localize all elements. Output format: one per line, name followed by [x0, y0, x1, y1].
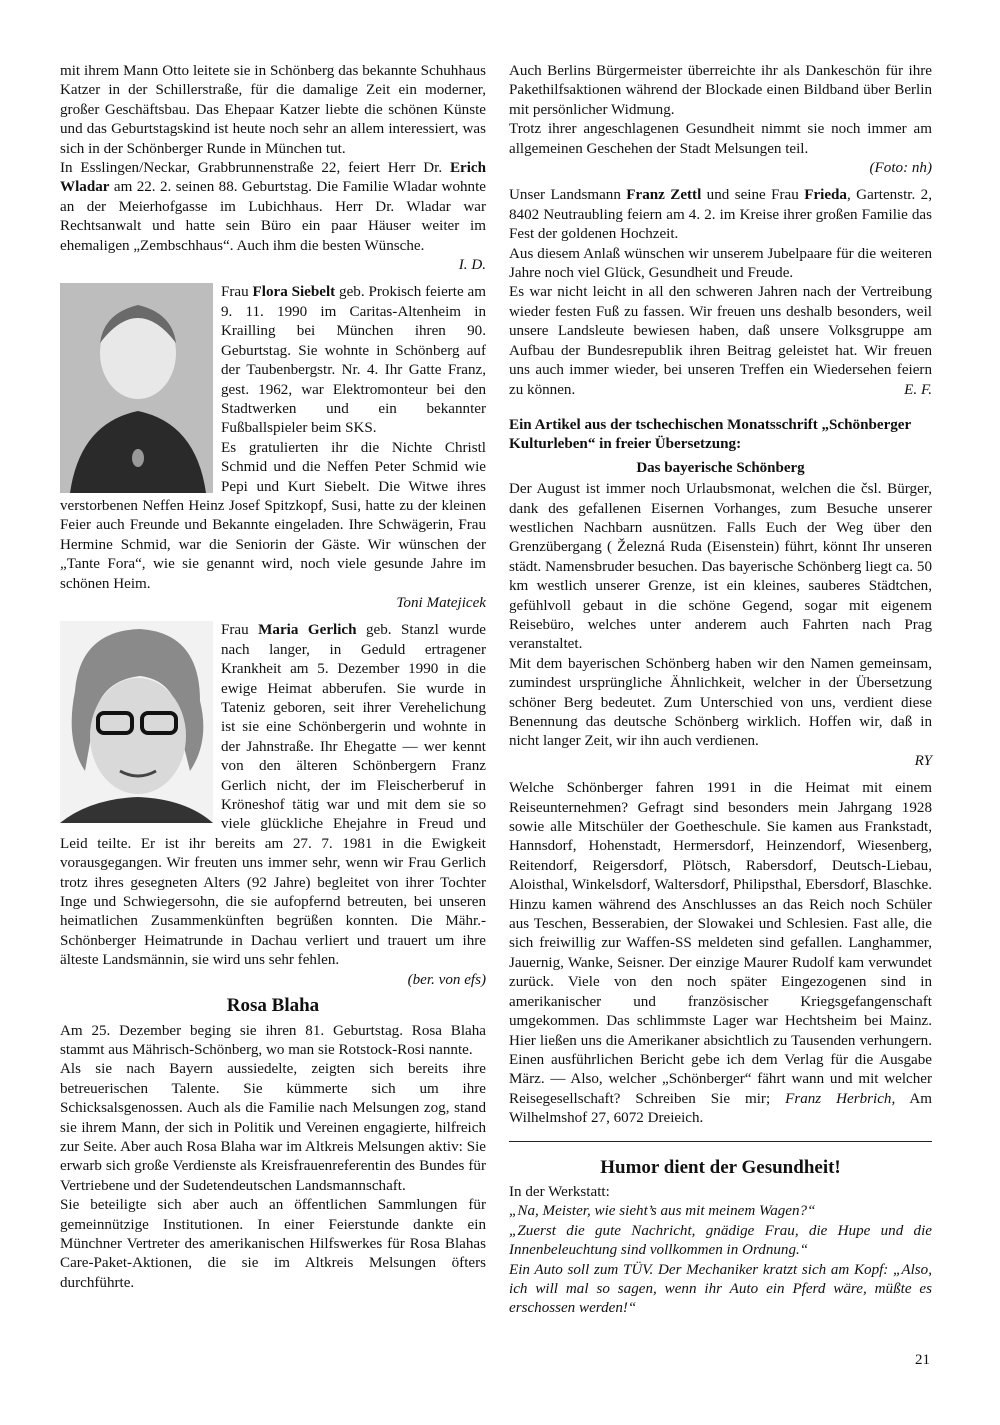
humor-line-2: „Zuerst die gute Nachricht, gnädige Frau, die Hupe und die Innenbeleuchtung sind vollkommen in Ordnung.“ — [509, 1222, 932, 1259]
wladar-name: Erich Wladar — [60, 160, 486, 196]
katzer-paragraph: mit ihrem Mann Otto leitete sie in Schönberg das bekannte Schuhhaus Katzer in der Schillerstraße, für die damalige Zeit ein moderner, großer Geschäftsbau. Das Ehepaar Katzer liebte die schönen Künste und das Geburtstagskind ist heute noch sehr an allem interessiert, was sich in der Schönberger Runde in München tut. — [60, 63, 486, 157]
humor-heading: Humor dient der Gesundheit! — [600, 1156, 841, 1178]
rosa-blaha-heading: Rosa Blaha — [226, 995, 320, 1017]
flora-siebelt-photo — [60, 283, 213, 493]
article-paragraph-2: Mit dem bayerischen Schönberg haben wir den Namen gemeinsam, zumindest ursprüngliche Ähnlichkeit, welcher in der Übersetzung schöner Berg bedeutet. Zum Unterschied von uns, verdient diese Benennung das deutsche Schönberg wirklich. Hoffen wir, daß in nicht langer Zeit, wir ihn auch verdienen. — [509, 655, 932, 750]
signature-matejicek: Toni Matejicek — [396, 594, 486, 611]
signature-efs: (ber. von efs) — [407, 971, 486, 988]
humor-line-1: „Na, Meister, wie sieht’s aus mit meinem Wagen?“ — [509, 1203, 816, 1220]
page-number: 21 — [915, 1352, 930, 1368]
signature-ef: E. F. — [904, 381, 932, 398]
flora-name: Flora Siebelt — [252, 284, 336, 301]
vertreibung-paragraph: Es war nicht leicht in all den schweren Jahren nach der Vertreibung wieder festen Fuß zu fassen. Wir freuen uns deshalb besonders, weil unsere Landsleute bewiesen haben, daß unsere Volksgruppe am Aufbau der Bundesrepublik ihren Beitrag geleistet hat. Wir freuen uns auch immer wieder, bei unseren Treffen ein Wiedersehen feiern zu können. E. F. — [509, 283, 932, 399]
wladar-paragraph: In Esslingen/Neckar, Grabbrunnenstraße 22, feiert Herr Dr. Erich Wladar am 22. 2. seinen 88. Geburtstag. Die Familie Wladar wohnte an der Meierhofgasse im Lubichhaus. Herr Dr. Wladar war Rechtsanwalt und hatte sein Büro ein paar Häuser weiter im ehemaligen „Zembschhaus“. Auch ihm die besten Wünsche. — [60, 160, 486, 254]
herbrich-paragraph: Welche Schönberger fahren 1991 in die Heimat mit einem Reiseunternehmen? Gefragt sind besonders mein Jahrgang 1928 sowie alle Mitschüler der Goetheschule. Sie kamen aus Frankstadt, Hannsdorf, Hohenstadt, Hermersdorf, Heinzendorf, Wiesenberg, Reitendorf, Reigersdorf, Plötsch, Rabersdorf, Deutsch-Liebau, Aloisthal, Winkelsdorf, Waltersdorf, Philipsthal, Ebersdorf, Blaschke. Hinzu kamen während des Anschlusses an das Reich noch Schüler aus Teschen, Besserabien, der Slowakei und Schlesien. Fast alle, die sich freiwillig zur Waffen-SS meldeten sind gefallen. Langhammer, Jauernig, Wanke, Seisner. Der einzige Maurer Rudolf kam verwundet zurück. Viele von den noch später Eingezogenen sind in amerikanischer und französischer Kriegsgefangenschaft umgekommen. Das schlimmste Lager war Hechtsheim bei Mainz. Hier ließen uns die Amerikaner absichtlich zu Tausenden verhungern. Einen ausführlichen Bericht gebe ich dem Verlag für die Ausgabe März. — Also, welcher „Schönberger“ fährt wann und mit welcher Reisegesellschaft? Schreiben Sie mir; Franz Herbrich, Am Wilhelmshof 27, 6072 Dreieich. — [509, 780, 932, 1127]
section-divider — [509, 1141, 932, 1142]
berlin-paragraph: Auch Berlins Bürgermeister überreichte ihr als Dankeschön für ihre Pakethilfsaktionen während der Blockade einen Bildband über Berlin mit persönlicher Widmung. — [509, 63, 932, 118]
maria-paragraph: Frau Maria Gerlich geb. Stanzl wurde nach langer, in Geduld ertragener Krankheit am 5. Dezember 1990 in die ewige Heimat abberufen. Sie wurde in Tateniz geboren, seit ihrer Verehelichung ist sie eine Schönbergerin und wohnte in der Jahnstraße. Ihr Ehegatte — wer kennt von den älteren Schönbergern Franz Gerlich nicht, der im Fleischerberuf in Kröneshof tätig war und mit dem sie so viele glückliche Ehejahre in Freud und Leid teilte. Er ist ihr bereits am 27. 7. 1981 in die Ewigkeit vorausgegangen. Wir freuten uns immer sehr, wenn wir Frau Gerlich trotz ihres gesegneten Alters (92 Jahre) begleitet von ihrer Tochter Inge und Schwiegersohn, die sie aufopfernd betreuten, bei unseren heimatlichen Zusammenkünften begrüßen konnten. Die Mähr.-Schönberger Heimatrunde in Dachau verliert und trauert um ihre älteste Landsmännin, sie wird uns sehr fehlen. — [60, 622, 486, 969]
rosa-paragraph-3: Sie beteiligte sich aber auch an öffentlichen Sammlungen für gemeinnützige Institutionen. In einer Feierstunde dankte ein Münchner Vertreter des amerikanischen Hilfswerkes für Rosa Blahas Care-Paket-Aktionen, die sie im Altkreis Melsungen öfters durchführte. — [60, 1197, 486, 1291]
signature-ry: RY — [914, 752, 932, 769]
article-lead: Ein Artikel aus der tschechischen Monatsschrift „Schönberger Kulturleben“ in freier Übersetzung: — [509, 416, 911, 453]
humor-line-3: Ein Auto soll zum TÜV. Der Mechaniker kratzt sich am Kopf: „Also, ich will mal so sagen, wenn ihr Auto ein Pferd wäre, müßte es erschossen werden!“ — [509, 1261, 932, 1317]
maria-name: Maria Gerlich — [258, 622, 357, 639]
humor-intro: In der Werkstatt: — [509, 1183, 610, 1200]
right-column — [509, 62, 932, 1319]
rosa-paragraph-2: Als sie nach Bayern aussiedelte, zeigten sich bereits ihre betreuerischen Talente. Sie kümmerte sich um ihre Schicksalsgenossen. Auch als die Familie nach Melsungen zog, stand sie ihrem Mann, der sich in Politik und Vereinen engagierte, hilfreich zur Seite. Aber auch Rosa Blaha war im Altkreis Melsungen aktiv: Sie erwarb sich große Verdienste als Kreisfrauenreferentin des Bundes für Vertriebene und der Sudetendeutschen Landsmannschaft. — [60, 1061, 486, 1194]
health-paragraph: Trotz ihrer angeschlagenen Gesundheit nimmt sie noch immer am allgemeinen Geschehen der Stadt Melsungen teil. — [509, 121, 932, 157]
signature-id: I. D. — [458, 257, 486, 274]
jubilee-paragraph: Aus diesem Anlaß wünschen wir unserem Jubelpaare für die weiteren Jahre noch viel Glück, Gesundheit und Freude. — [509, 245, 932, 282]
maria-gerlich-photo — [60, 621, 213, 823]
rosa-paragraph-1: Am 25. Dezember beging sie ihren 81. Geburtstag. Rosa Blaha stammt aus Mährisch-Schönberg, wo man sie Rotstock-Rosi nannte. — [60, 1022, 486, 1058]
herbrich-name: Franz Herbrich, — [785, 1090, 896, 1107]
flora-paragraph-2: Es gratulierten ihr die Nichte Christl Schmid und die Neffen Peter Schmid wie Pepi und Kurt Siebelt. Die Witwe ihres verstorbenen Neffen Heinz Josef Spitzkopf, Susi, hatte zu der kleinen Feier auch Freunde und Bekannte eingeladen. Ihre Schwägerin, Frau Hermine Schmid, war die Seniorin der Gäste. Wir wünschen der „Tante Fora“, wie sie genannt wird, noch viele gesunde Jahre im schönen Heim. — [60, 439, 486, 592]
zettl-paragraph: Unser Landsmann Franz Zettl und seine Frau Frieda, Gartenstr. 2, 8402 Neutraubling feiern am 4. 2. im Kreise ihrer großen Familie das Fest der goldenen Hochzeit. — [509, 187, 932, 243]
zettl-name: Franz Zettl — [626, 187, 702, 204]
article-title: Das bayerische Schönberg — [636, 459, 805, 476]
flora-paragraph: Frau Flora Siebelt geb. Prokisch feierte am 9. 11. 1990 im Caritas-Altenheim in Krailling bei München ihren 90. Geburtstag. Sie wohnte in Schönberg auf der Taubenbergstr. Nr. 4. Ihr Gatte Franz, gest. 1962, war Elektromonteur bei den Stadtwerken und ein bekannter Fußballspieler beim SKS. — [221, 284, 486, 437]
frieda-name: Frieda — [804, 187, 847, 204]
photo-credit: (Foto: nh) — [869, 160, 932, 177]
article-paragraph-1: Der August ist immer noch Urlaubsmonat, welchen die čsl. Bürger, dank des gefallenen Eisernen Vorhanges, zum Besuche unserer westlichen Nachbarn ausnützen. Falls Euch der Weg über den Grenzübergang ( Železná Ruda (Eisenstein) führt, könnt Ihr unseren städt. Namensbruder besuchen. Das bayerische Schönberg liegt ca. 50 km westlich unserer Grenze, ist ein kleines, sauberes Städtchen, gefühlvoll gebaut in die schöne Gegend, sogar mit eigenem Reisebüro, welches unter anderem auch Fahrten nach Prag veranstaltet. — [509, 481, 932, 653]
left-column — [60, 62, 486, 1293]
